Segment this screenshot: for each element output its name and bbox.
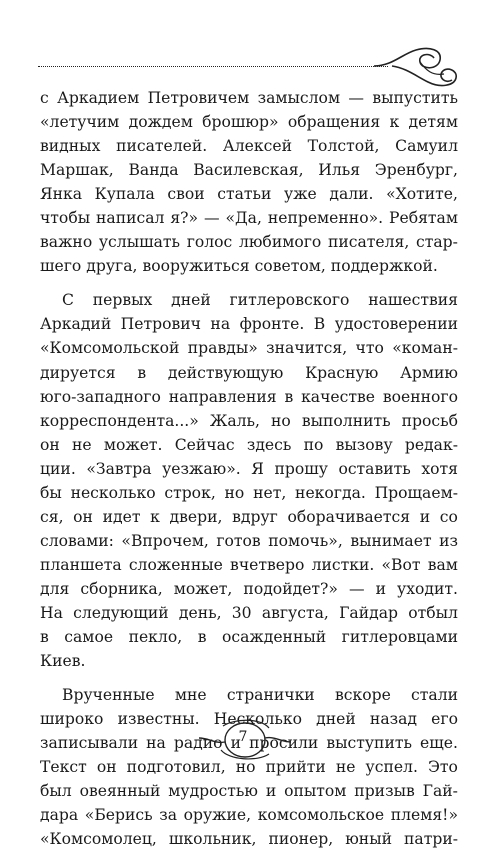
page-number: 7 [238,729,248,745]
word: «Завтра [86,459,152,478]
word: не [335,758,356,777]
text-line [40,577,458,601]
word: свои [167,185,205,204]
word: еще. [420,734,458,753]
text-line [40,336,458,360]
word: Илья [318,161,361,180]
word: сборника, [80,579,163,598]
word: просили [249,734,319,753]
word: в [40,628,49,647]
word: на [146,734,166,753]
word: нет, [253,483,287,502]
text-line [40,649,458,673]
word: я?» [170,209,199,228]
word: может, [173,579,233,598]
word: Толстой, [307,137,380,156]
header-dotted-rule [38,66,388,67]
word: «Комсомольской [40,339,180,358]
text-line [40,312,458,336]
word: прийти [265,758,326,777]
word: подойдет?» [243,579,338,598]
word: оружие, [183,806,252,825]
paragraph-gap [40,673,458,683]
word: гитлеровского [229,291,350,310]
word: ции. [40,459,76,478]
text-line [40,601,458,625]
word: «Берись [84,806,153,825]
word: готов [216,531,261,550]
word: идет [102,507,141,526]
word: голос [186,233,233,252]
word: племя!» [390,806,458,825]
word: «Впрочем, [121,531,209,550]
word: самое [64,628,114,647]
word: писателя, [327,233,410,252]
word: статьи [217,185,272,204]
word: следующий [73,603,169,622]
word: Врученные [62,686,155,705]
word: с [40,89,49,107]
text-line [40,230,458,254]
word: В [313,315,326,334]
word: Маршак, [40,161,114,180]
word: ся, [40,507,64,526]
text-line [40,481,458,505]
word: он [40,435,60,454]
word: хотя [421,459,458,478]
word: известны. [117,710,200,729]
word: оборачивается [287,507,411,526]
word: вчетверо [230,555,305,574]
word: друга, [86,257,138,276]
word: мудростью [168,782,258,801]
text-line [40,625,458,649]
word: уезжаю». [162,459,241,478]
word: выступить [326,734,412,753]
word: — [203,209,220,228]
word: Жаль, [209,411,260,430]
word: в [197,628,207,647]
word: На [40,603,63,622]
word: листки. [311,555,375,574]
word: первых [92,291,153,310]
word: выпустить [372,89,458,107]
word: к [389,113,400,132]
word: патри- [404,830,458,849]
word: Василевская, [193,161,304,180]
word: дней [316,710,356,729]
word: военного [382,387,458,406]
word: отбыл [408,603,458,622]
word: школьник, [168,830,257,849]
word: — [348,579,365,598]
word: удостоверении [334,315,458,334]
word: любимого [238,233,322,252]
word: значится, [266,339,348,358]
word: несколько [70,483,156,502]
text-line [40,254,458,278]
word: Несколько [213,710,302,729]
word: брошюр» [202,113,279,132]
word: записывали [40,734,139,753]
word: дней [171,291,211,310]
word: дируется [40,363,116,382]
word: комсомольское [257,806,385,825]
text-line [40,803,458,827]
text-line [40,86,458,110]
word: Алексей [222,137,292,156]
word: Это [428,758,458,777]
word: и [230,734,242,753]
word: корреспондента...» [40,411,199,430]
word: овеянный [79,782,161,801]
word: замыслом [257,89,341,107]
word: словами: [40,531,114,550]
word: Ребятам [388,209,458,228]
word: Аркадием [57,89,140,107]
word: и [375,579,387,598]
word: вынимает [350,531,432,550]
text-line [40,505,458,529]
word: некогда. [295,483,366,502]
word: стали [411,686,458,705]
paragraph-gap [40,278,458,288]
word: пионер, [268,830,334,849]
word: за [159,806,178,825]
word: шего [40,257,82,276]
word: успел. [365,758,418,777]
word: дара [40,806,79,825]
word: нашествия [368,291,458,310]
word: вскоре [334,686,391,705]
word: он [96,758,117,777]
word: призыв [354,782,415,801]
word: правды» [187,339,258,358]
word: 30 [231,603,252,622]
word: мне [174,686,207,705]
word: Армию [400,363,458,382]
word: из [439,531,458,550]
word: «Хотите, [386,185,458,204]
word: Киев. [40,652,86,671]
word: широко [40,710,104,729]
word: «Вот [381,555,421,574]
word: услышать [98,233,181,252]
word: но [235,758,256,777]
text-line [40,457,458,481]
word: Купала [94,185,155,204]
text-line [40,683,458,707]
word: может. [103,435,163,454]
word: уходит. [397,579,458,598]
word: детям [408,113,458,132]
text-line [40,529,458,553]
word: со [439,507,458,526]
text-line [40,182,458,206]
word: Красную [305,363,379,382]
text-line [40,827,458,851]
word: «коман- [392,339,458,358]
text-line [40,409,458,433]
text-line [40,110,458,134]
word: планшета [40,555,122,574]
word: строк, [164,483,216,502]
word: вдруг [232,507,278,526]
word: Сейчас [174,435,235,454]
word: Ванда [128,161,179,180]
word: — [348,89,364,107]
text-line [40,361,458,385]
word: что [355,339,384,358]
word: обращения [287,113,381,132]
word: к [150,507,160,526]
word: писателей. [116,137,208,156]
word: подготовил, [126,758,226,777]
word: вооружиться [142,257,250,276]
word: видных [40,137,101,156]
word: «Комсомолец, [40,830,157,849]
word: качестве [301,387,376,406]
word: по [303,435,324,454]
word: помочь», [268,531,343,550]
word: в [284,387,294,406]
word: двери, [169,507,223,526]
word: странички [226,686,315,705]
word: его [431,710,458,729]
word: гитлеровцами [341,628,458,647]
word: С [62,291,74,310]
word: радио [173,734,223,753]
word: пекло, [128,628,183,647]
word: сложенные [128,555,223,574]
word: просьб [401,411,458,430]
word: на [210,315,231,334]
word: поддержкой. [330,257,438,276]
word: но [271,411,291,430]
word: фронте. [239,315,305,334]
word: Эренбург, [374,161,458,180]
word: и [419,507,431,526]
word: стар- [416,233,458,252]
word: юный [345,830,392,849]
word: опытом [284,782,347,801]
word: дождем [128,113,193,132]
word: Прощаем- [374,483,458,502]
word: юго-западного [40,387,161,406]
word: «летучим [40,113,120,132]
word: не [72,435,92,454]
word: был [40,782,72,801]
text-line [40,158,458,182]
word: здесь [246,435,292,454]
word: для [40,579,70,598]
word: «Да, [225,209,262,228]
text-line [40,385,458,409]
word: осажденный [221,628,327,647]
word: редак- [404,435,458,454]
word: дали. [329,185,374,204]
word: Аркадий [40,315,112,334]
word: Текст [40,758,87,777]
word: Янка [40,185,83,204]
word: действующую [167,363,284,382]
word: вызову [335,435,393,454]
word: но [224,483,245,502]
word: августа, [261,603,329,622]
word: бы [40,483,62,502]
word: Гай- [422,782,458,801]
word: оставить [338,459,411,478]
word: он [73,507,93,526]
word: назад [369,710,418,729]
text-line [40,134,458,158]
word: направления [168,387,277,406]
word: важно [40,233,93,252]
word: Самуил [395,137,458,156]
word: Петрович [120,315,201,334]
header-flourish-ornament [372,40,464,92]
text-line [40,553,458,577]
word: Я [251,459,264,478]
text-line [40,206,458,230]
word: и [265,782,277,801]
word: в [137,363,147,382]
word: день, [178,603,222,622]
word: советом, [254,257,326,276]
word: прошу [274,459,328,478]
word: Петровичем [147,89,250,107]
word: уже [284,185,317,204]
text-line [40,288,458,312]
word: чтобы [40,209,91,228]
text-line [40,433,458,457]
word: непременно». [267,209,384,228]
word: Гайдар [339,603,398,622]
word: выполнить [301,411,391,430]
word: вам [427,555,458,574]
word: написал [96,209,165,228]
